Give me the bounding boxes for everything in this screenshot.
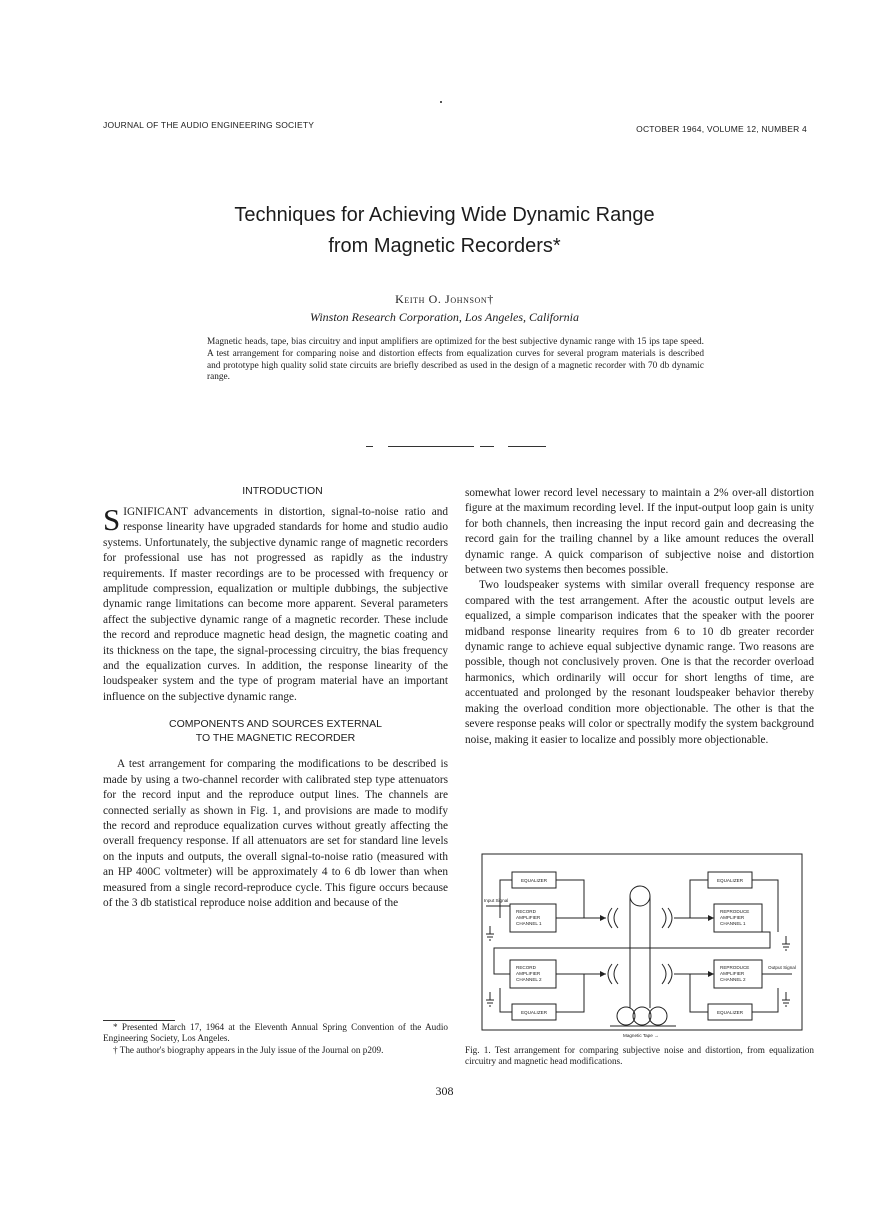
ground-symbol	[486, 992, 494, 1006]
footnotes	[103, 1022, 448, 1056]
label-record-amp-2-l3: CHANNEL 2	[516, 977, 542, 982]
label-output-signal: Output Signal	[768, 965, 796, 970]
heading-line-2: TO THE MAGNETIC RECORDER	[195, 732, 356, 745]
right-paragraph-2: Two loudspeaker systems with similar overall frequency response are compared with the test arrangement. After the acoustic output levels are equalized, a simple comparison indicates that the speaker with the poorer midband response linearity requires from 6 to 10 db greater recorder dynamic range to achieve equal subjective dynamic range. Two reasons are possible, though not conclusively proven. One is that the recorder overload harmonics, which ordinarily will occur for short lengths of time, are accentuated and prolonged by the resonant loudspeaker behavior thereby making the overload condition more objectionable. The other is that the severe response peaks will color or spectrally modify the system background noise, making it easier to localize and possibly more objectionable.	[465, 579, 814, 746]
eq-loop-bottom-left	[500, 974, 584, 1012]
arrow-icon	[600, 971, 606, 977]
label-record-amp-1-l3: CHANNEL 1	[516, 921, 542, 926]
label-record-amp-2-l1: RECORD	[516, 965, 536, 970]
title-line-2: from Magnetic Recorders*	[328, 235, 561, 257]
label-reproduce-amp-1-l1: REPRODUCE	[720, 909, 750, 914]
arrow-icon	[708, 971, 714, 977]
footnote-presented: * Presented March 17, 1964 at the Eleventh Annual Spring Convention of the Audio Engineering Society, Los Angeles.	[103, 1022, 448, 1044]
drop-cap: S	[103, 502, 121, 537]
arrow-icon	[708, 915, 714, 921]
label-reproduce-amp-2-l3: CHANNEL 2	[720, 977, 746, 982]
label-equalizer: EQUALIZER	[716, 878, 744, 883]
record-head-2	[608, 964, 618, 984]
author-affiliation: Winston Research Corporation, Los Angeles, California	[309, 310, 579, 324]
capstan-roller-1	[617, 1007, 635, 1025]
section-heading-introduction: INTRODUCTION	[242, 485, 323, 497]
label-record-amp-1-l1: RECORD	[516, 909, 536, 914]
separator-rule	[366, 446, 373, 447]
introduction-text: IGNIFICANT advancements in distortion, signal-to-noise ratio and response linearity have upgraded standards for home and studio audio systems. Unfortunately, the subjective dynamic range of magnetic recorders for professional use has not progressed as rapidly as the industry requirements. If master recordings are to be processed with frequency or amplitude compression, equalization or multiple dubbings, the subjective dynamic range limitations can become more apparent. Several parameters affect the subjective dynamic range of a magnetic recorder. These include the record and reproduce magnetic head design, the magnetic coating and its thickness on the tape, the signal-processing circuitry, the bias frequency and the equalization curves. In addition, the response linearity of the loudspeaker system and the type of program material have an important influence on the subjective dynamic range.	[103, 506, 448, 703]
footnote-biography: † The author's biography appears in the July issue of the Journal on p209.	[113, 1044, 384, 1055]
separator-rule	[508, 446, 546, 447]
label-record-amp-1-l2: AMPLIFIER	[516, 915, 541, 920]
section-heading-components	[103, 717, 448, 745]
title-line-1: Techniques for Achieving Wide Dynamic Range	[234, 204, 655, 226]
label-equalizer: EQUALIZER	[520, 1010, 548, 1015]
label-reproduce-amp-1-l2: AMPLIFIER	[720, 915, 745, 920]
capstan-roller-3	[649, 1007, 667, 1025]
label-equalizer: EQUALIZER	[716, 1010, 744, 1015]
author-name: Keith O. Johnson†	[395, 292, 494, 306]
label-reproduce-amp-1-l3: CHANNEL 1	[720, 921, 746, 926]
eq-loop-top-left	[500, 880, 584, 918]
right-paragraph-1: somewhat lower record level necessary to maintain a 2% over-all distortion figure at the maximum recording level. If the input-output loop gain is unity for both channels, then increasing the input record gain and decreasing the record gain for the trailing channel by a like amount reduces the overall dynamic range. A quick comparison of subjective noise and distortion between two systems then becomes possible.	[465, 487, 814, 577]
scan-speck	[440, 101, 442, 103]
reproduce-head-1	[662, 908, 672, 928]
running-head-issue: OCTOBER 1964, VOLUME 12, NUMBER 4	[636, 124, 807, 134]
block-diagram	[480, 848, 810, 1040]
page-number: 308	[435, 1084, 454, 1098]
components-paragraph: A test arrangement for comparing the modifications to be described is made by using a two-channel recorder with calibrated step type attenuators for the record input and the reproduce output lines. The channels are connected serially as shown in Fig. 1, and provisions are made to modify the record and reproduce equalization curves without greatly affecting the overall frequency response. If all attenuators are set for standard line levels on the inputs and outputs, the overall signal-to-noise ratio (measured with an HP 400C voltmeter) will be approximately 4 to 6 db lower than when measured from a single record-reproduce cycle. This figure occurs because of the 3 db statistical reproduce noise addition and because of the	[103, 758, 448, 909]
introduction-paragraph	[103, 502, 448, 705]
heading-line-1: COMPONENTS AND SOURCES EXTERNAL	[169, 718, 382, 731]
label-magnetic-tape: Magnetic Tape →	[623, 1033, 659, 1038]
figure-1-block-diagram	[480, 848, 810, 1040]
record-head-1	[608, 908, 618, 928]
separator-rule	[388, 446, 474, 447]
label-reproduce-amp-2-l2: AMPLIFIER	[720, 971, 745, 976]
footnote-rule	[103, 1020, 175, 1021]
label-reproduce-amp-2-l1: REPRODUCE	[720, 965, 750, 970]
arrow-icon	[600, 915, 606, 921]
reproduce-head-2	[662, 964, 672, 984]
running-head-journal: JOURNAL OF THE AUDIO ENGINEERING SOCIETY	[103, 120, 315, 130]
article-title	[0, 200, 889, 262]
figure-caption: Fig. 1. Test arrangement for comparing subjective noise and distortion, from equalization circuitry and magnetic head modifications.	[465, 1045, 814, 1067]
abstract: Magnetic heads, tape, bias circuitry and input amplifiers are optimized for the best subjective dynamic range with 15 ips tape speed. A test arrangement for comparing noise and distortion effects from equalization curves for several program materials is described and prototype high quality solid state circuits are briefly described as used in the design of a magnetic recorder with 70 db dynamic range.	[207, 337, 704, 383]
tape-reel-guide	[630, 886, 650, 906]
label-record-amp-2-l2: AMPLIFIER	[516, 971, 541, 976]
label-input-signal: Input Signal	[484, 898, 509, 903]
right-column	[465, 486, 814, 748]
ground-symbol	[782, 992, 790, 1006]
ground-symbol	[486, 926, 494, 940]
left-column	[103, 484, 448, 911]
separator-rule	[480, 446, 494, 447]
capstan-roller-2	[633, 1007, 651, 1025]
label-equalizer: EQUALIZER	[520, 878, 548, 883]
ground-symbol	[782, 936, 790, 950]
